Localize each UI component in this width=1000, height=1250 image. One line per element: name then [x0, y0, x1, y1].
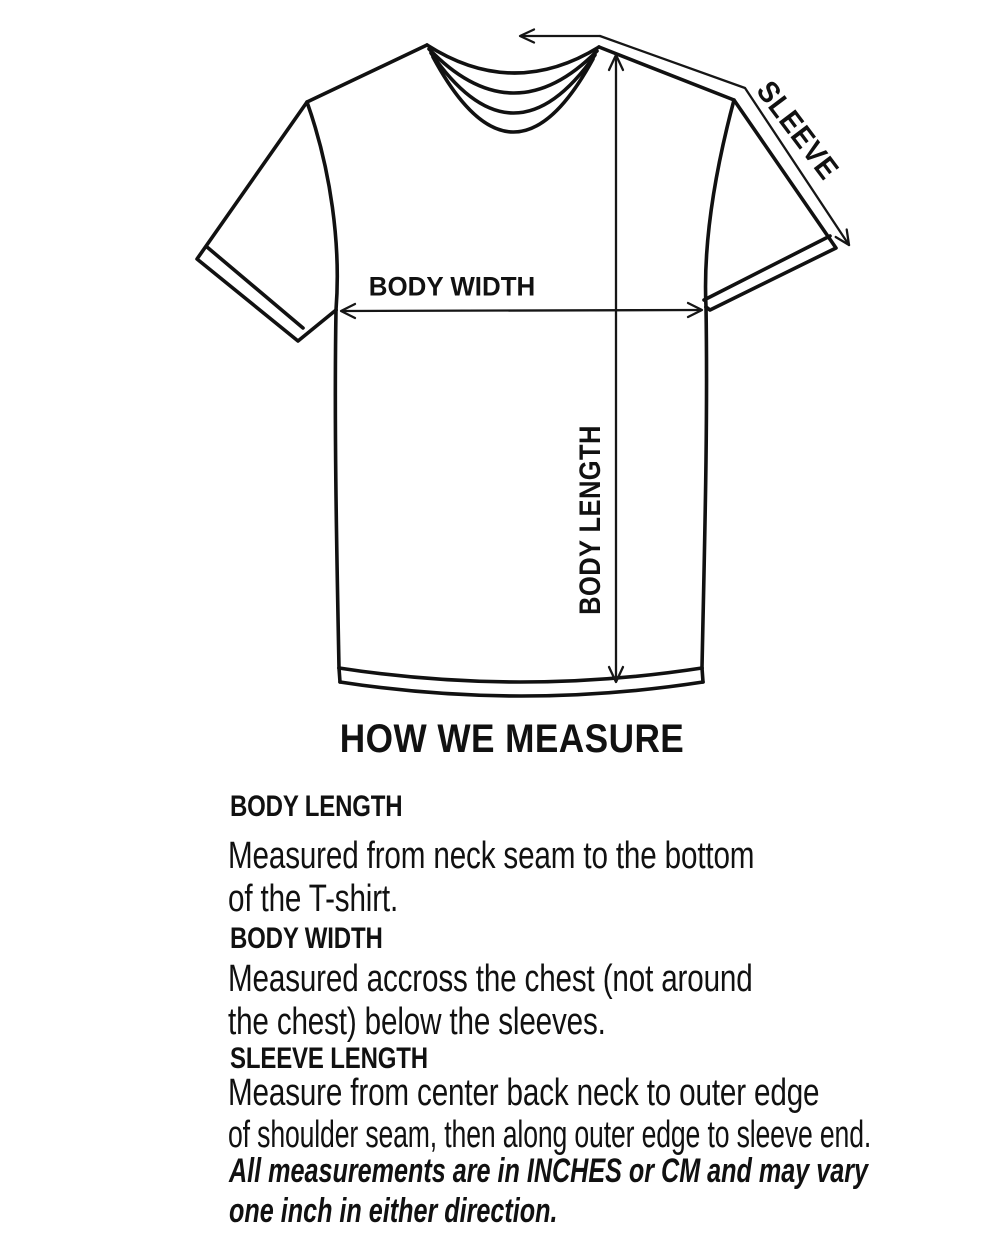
body-left-side	[335, 310, 339, 668]
collar-rib-curve-1	[429, 49, 597, 93]
hem-upper-line	[339, 668, 702, 682]
section-body-length-line-2: of the T-shirt.	[228, 878, 399, 920]
body-width-arrow	[341, 303, 702, 318]
left-armhole-seam	[307, 102, 337, 310]
section-body-length-line-1: Measured from neck seam to the bottom	[228, 835, 755, 877]
section-heading-body-length: BODY LENGTH	[230, 790, 403, 823]
body-length-diagram-label: BODY LENGTH	[574, 425, 607, 615]
sleeve-diagram-label: SLEEVE	[749, 75, 846, 187]
center-back-neck-arrow	[520, 30, 600, 43]
hem-lower-line	[340, 682, 703, 696]
left-cuff-inner-line	[207, 247, 303, 328]
right-armhole-seam	[706, 100, 734, 307]
section-heading-sleeve-length: SLEEVE LENGTH	[230, 1042, 428, 1075]
body-length-arrow	[609, 55, 623, 682]
body-right-side	[702, 307, 707, 668]
section-heading-body-width: BODY WIDTH	[230, 922, 383, 955]
measurement-note-line-2: one inch in either direction.	[229, 1192, 558, 1230]
section-body-width-line-1: Measured accross the chest (not around	[228, 958, 753, 1000]
tshirt-outline	[197, 45, 836, 696]
page-title: HOW WE MEASURE	[339, 717, 685, 761]
arrowhead-down-right-icon	[836, 230, 849, 246]
right-cuff-inner-line	[704, 236, 830, 300]
section-sleeve-length-line-2: of shoulder seam, then along outer edge to sleeve end.	[228, 1114, 872, 1156]
body-width-diagram-label: BODY WIDTH	[368, 271, 536, 302]
measurement-note-line-1: All measurements are in INCHES or CM and may vary	[229, 1152, 869, 1190]
section-body-width-line-2: the chest) below the sleeves.	[228, 1001, 606, 1043]
section-sleeve-length-line-1: Measure from center back neck to outer edge	[228, 1072, 820, 1114]
